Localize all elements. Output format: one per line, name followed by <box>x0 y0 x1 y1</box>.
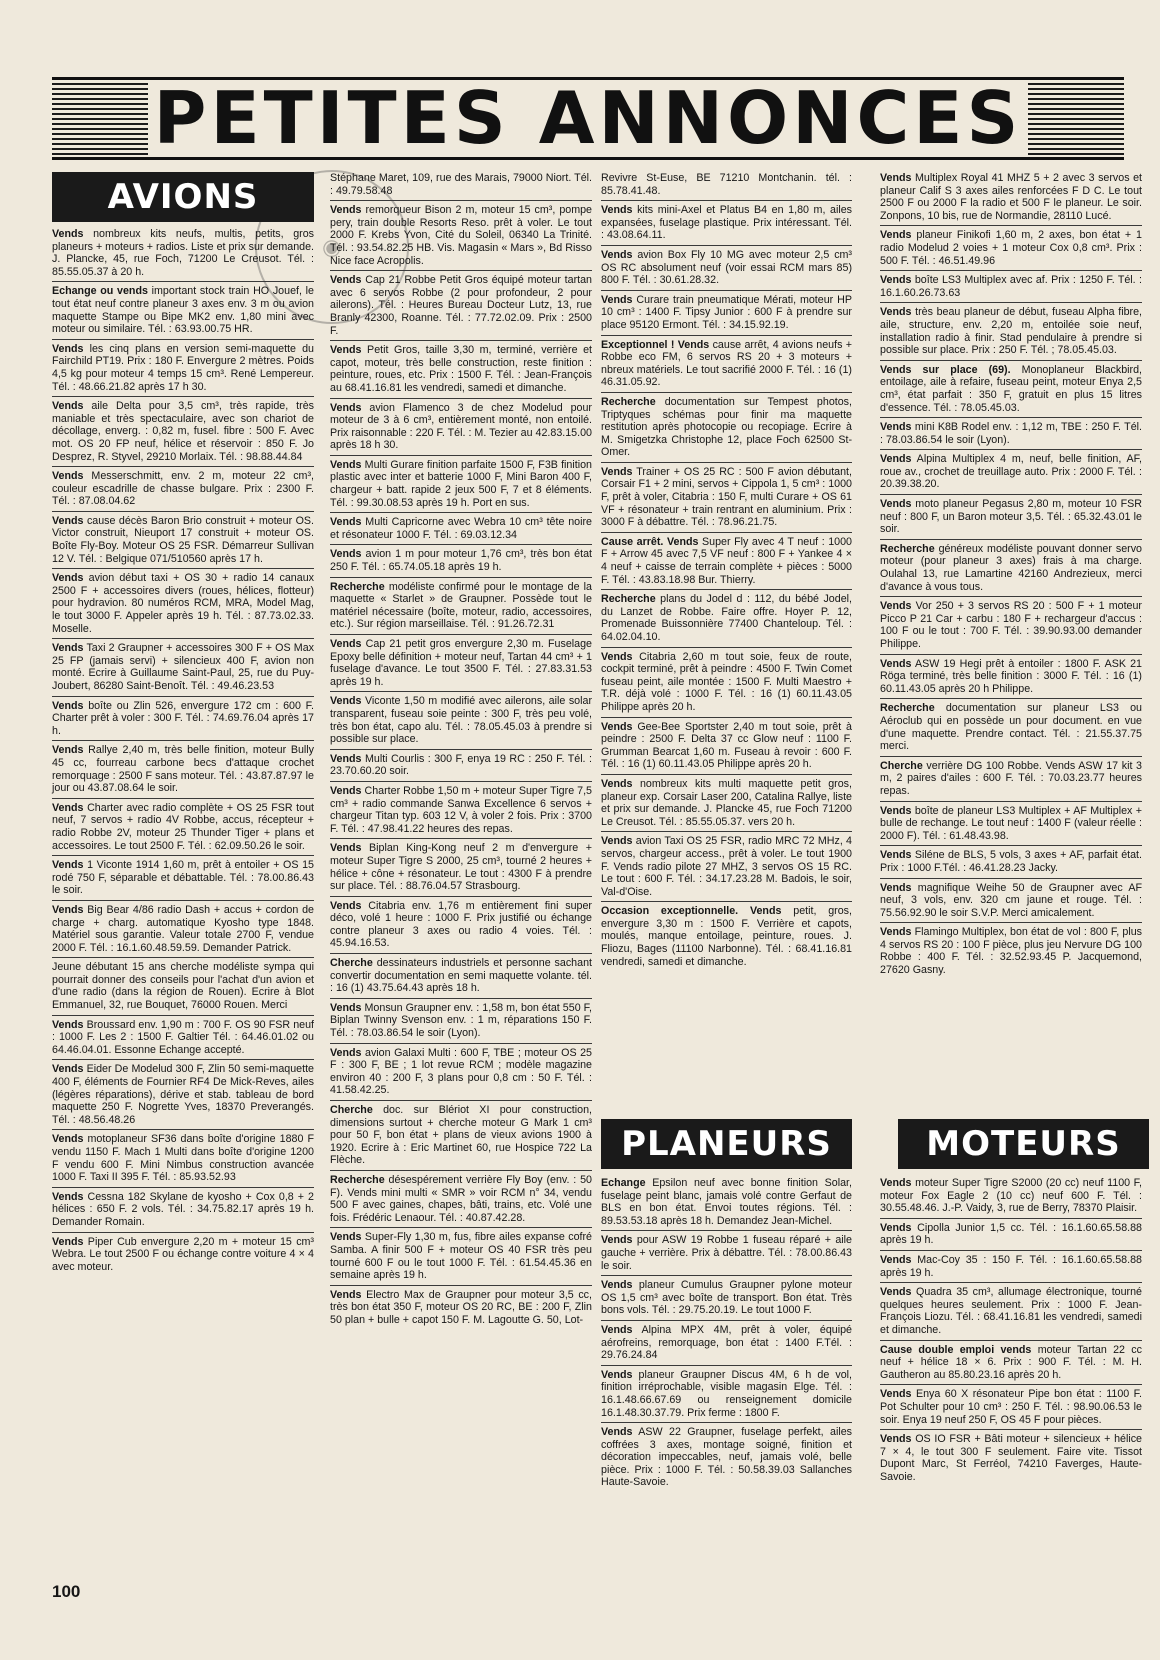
ad-lead: Vends <box>52 859 84 872</box>
ad-text: Super-Fly 1,30 m, fus, fibre ailes expanse cofré Samba. A finir 500 F + moteur OS 40 FSR très peu tourné 600 F ou le tout 1000 F. Tél. : 61.54.45.36 en semaine après 19 h. <box>330 1231 592 1282</box>
ad-text: aile Delta pour 3,5 cm³, très rapide, très maniable et très spectaculaire, avec son chariot de décollage, enverg. : 0,82 m, fusel. fibre : 500 F. Avec mot. OS 20 FP neuf, hélice et réservoir : 850 F. Jo Desprez, R. Styvel, 29210 Morlaix. Tél. : 98.88.44.84 <box>52 400 314 463</box>
ad-text: Charter Robbe 1,50 m + moteur Super Tigre 7,5 cm³ + radio commande Sanwa Excellence 6 servos + chargeur Titan typ. 603 12 V, à voler 2 fois. Prix : 3700 F. Tél. : 47.98.41.22 heures des repas. <box>330 784 592 835</box>
ad-lead: Vends <box>330 842 362 855</box>
ad-text: Super Fly avec 4 T neuf : 1000 F + Arrow 45 avec 7,5 VF neuf : 800 F + Yankee 4 × 4 neuf + caisse de terrain complète + pièces : 5000 F. Tél. : 43.83.18.98 Bur. Thierry. <box>601 535 853 586</box>
ad-text: nombreux kits multi maquette petit gros, planeur exp. Corsair Laser 200, Catalina Rallye, liste et prix sur demande. J. Plancke 45, rue Foch 71200 Le Creusot. Tél. : 85.55.05.37. vers 20 h. <box>601 777 852 828</box>
classified-ad <box>52 400 314 467</box>
ad-lead: Vends <box>52 744 84 757</box>
classified-ad <box>601 536 852 590</box>
ad-text: motoplaneur SF36 dans boîte d'origine 1880 F vendu 1150 F. Mach 1 Multi dans boîte d'origine 1200 F vendu 600 F. Mini Nimbus construction avancée 1000 F. Taxi II 395 F. Tél. : 85.93.52.93 <box>52 1133 314 1184</box>
ad-text: Gee-Bee Sportster 2,40 m tout soie, prêt à peindre : 2500 F. Delta 37 cc Glow neuf : 1100 F. Grumman Bearcat 1,60 m. Fuseau à revoir : 600 F. Tél. : 16 (1) 60.11.43.05 Philippe après 20 h. <box>601 720 852 771</box>
classified-ad <box>601 466 852 533</box>
ad-list <box>880 172 1142 980</box>
ad-text: les cinq plans en version semi-maquette du Fairchild PT19. Prix : 180 F. Envergure 2 mètres. Poids 4,5 kg pour moteur 4 temps 15 cm³. René Lempereur. Tél. : 48.66.21.82 après 17 h 30. <box>52 342 314 393</box>
classified-ad <box>601 905 852 971</box>
ad-text: modéliste confirmé pour le montage de la maquette « Starlet » de Graupner. Possède tout le matériel nécessaire (boîte, moteur, radio, accessoires, etc.). Sur région marseillaise. Tél. : 91.26.72.31 <box>330 580 592 631</box>
ad-lead: Vends <box>601 1368 633 1381</box>
classified-ad <box>601 721 852 775</box>
ad-lead: Vends <box>880 498 912 511</box>
ad-text: 1 Viconte 1914 1,60 m, prêt à entoiler + OS 15 rodé 750 F, séparable et débattable. Tél. : 78.00.86.43 le soir. <box>52 859 314 897</box>
classified-ad <box>880 1433 1142 1486</box>
ad-text: Messerschmitt, env. 2 m, moteur 22 cm³, couleur escadrille de chasse bulgare. Prix : 2300 F. Tél. : 87.08.04.62 <box>52 470 314 508</box>
ad-lead: Vends <box>880 849 912 862</box>
ad-lead: Vends <box>880 1221 912 1234</box>
classified-ad <box>880 498 1142 540</box>
ad-lead: Cherche <box>330 957 373 970</box>
ad-text: Multi Gurare finition parfaite 1500 F, F3B finition plastic avec inter et batterie 1000 F, Mini Baron 400 F, chargeur + batt. rapide 2 jeux 500 F, 7 et 8 éléments. Tél. : 99.30.08.53 après 19 h. Port en sus. <box>330 458 592 509</box>
classified-ad <box>330 1174 592 1228</box>
ad-text: Jeune débutant 15 ans cherche modéliste sympa qui pourrait donner des conseils pour l'achat d'un avion et d'une radio (dans la région de Rouen). Ecrire à Blot Emmanuel, 32, rue Bouquet, 76000 Rouen. Merci <box>52 961 314 1012</box>
classified-ad <box>52 343 314 397</box>
classified-ad <box>601 204 852 246</box>
ad-lead: Vends <box>330 899 362 912</box>
masthead-banner <box>52 77 1124 160</box>
ad-list <box>330 172 592 1330</box>
classified-ad <box>330 1047 592 1101</box>
ad-lead: Vends <box>52 400 84 413</box>
classified-ad <box>52 961 314 1015</box>
classified-ad <box>601 249 852 291</box>
column-avions-2 <box>330 172 592 1333</box>
ad-text: moteur Super Tigre S2000 (20 cc) neuf 1100 F, moteur Fox Eagle 2 (10 cc) neuf 600 F. Tél. : 30.55.48.46. J.-P. Vaidy, 3, rue de Berry, 78370 Plaisir. <box>880 1177 1142 1215</box>
ad-text: Trainer + OS 25 RC : 500 F avion débutant, Corsair F1 + 2 mini, servos + Cippola 1, 5 cm³ : 1000 F, prêt à voler, Citabria : 150 F, multi Curare + OS 61 VF + résonateur + train rentrant en aluminium. Prix : 3000 F à débattre. Tél. : 78.96.21.75. <box>601 465 852 529</box>
ad-text: dessinateurs industriels et personne sachant convertir documentation en semi maquette volante. tél. : 16 (1) 43.75.64.43 après 18 h. <box>330 957 592 995</box>
classified-ad <box>330 785 592 839</box>
ad-lead: Vends <box>52 801 84 814</box>
classified-ad <box>330 1104 592 1171</box>
ad-lead: Vends <box>880 172 912 184</box>
ad-lead: Vends <box>330 752 362 765</box>
ad-lead: Vends <box>52 514 84 527</box>
ad-lead: Vends <box>880 1286 912 1299</box>
ad-text: Petit Gros, taille 3,30 m, terminé, verrière et capot, moteur, très belle construction, reste finition : peinture, roues, etc. Prix : 1500 F. Tél. : Jean-François au 68.41.16.81 les vendredi, samedi et dimanche. <box>330 344 592 394</box>
ad-lead: Vends <box>52 1063 84 1076</box>
stamp-mark: ◉ <box>316 230 348 264</box>
classified-ad <box>880 274 1142 303</box>
classified-ad <box>601 593 852 647</box>
ad-text: avion Taxi OS 25 FSR, radio MRC 72 MHz, 4 servos, chargeur access., prêt à voler. Le tout 1900 F. Vends radio pilote 27 MHZ, 3 servos OS 15 RC. Le tout : 600 F. Tél. : 34.17.23.28 M. Badois, le soir, Val-d'Oise. <box>601 835 852 898</box>
classified-ad <box>880 1254 1142 1283</box>
ad-text: Piper Cub envergure 2,20 m + moteur 15 cm³ Webra. Le tout 2500 F ou échange contre voiture 4 × 4 avec moteur. <box>52 1235 314 1273</box>
ad-lead: Vends <box>330 638 362 650</box>
ad-lead: Vends <box>601 465 633 478</box>
ad-text: ASW 19 Hegi prêt à entoiler : 1800 F. ASK 21 Röga terminé, très belle finition : 3000 F. Tél. : 16 (1) 60.11.43.05 après 20 h Philippe. <box>880 657 1142 695</box>
ad-text: Cap 21 Robbe Petit Gros équipé moteur tartan avec 6 servos Robbe (2 pour profondeur, 2 pour ailerons). Tél. : Heures Bureau Docteur Lutz, 13, rue Branly 42300, Roanne. Tél. : 77.72.02.09. Prix : 2500 F. <box>330 274 592 337</box>
classified-ad <box>601 1324 852 1366</box>
classified-ad <box>52 802 314 856</box>
classified-ad <box>880 306 1142 360</box>
ad-lead: Echange ou vends <box>52 285 148 298</box>
ad-text: boîte de planeur LS3 Multiplex + AF Multiplex + bulle de rechange. Le tout neuf : 1400 F (valeur réelle : 2000 F). Tél. : 61.48.43.98. <box>880 804 1142 842</box>
ad-text: kits mini-Axel et Platus B4 en 1,80 m, ailes expansées, fuselage plastique. Prix intéressant. Tél. : 43.08.64.11. <box>601 204 852 242</box>
classified-ad <box>52 1019 314 1061</box>
classified-ad <box>601 835 852 902</box>
ad-lead: Vends <box>601 1234 633 1247</box>
ad-text: Electro Max de Graupner pour moteur 3,5 cc, très bon état 350 F, moteur OS 20 RC, BE : 200 F, Zlin 50 plan + bulle + capot 150 F. M. Lagoutte G. 50, Lot- <box>330 1288 592 1326</box>
ad-lead: Vends <box>601 1279 633 1292</box>
ad-text: Biplan King-Kong neuf 2 m d'envergure + moteur Super Tigre S 2000, 25 cm³, tourné 2 heures + hélice + cône + résonateur. Le tout : 4300 F à prendre sur place. Tél. : 88.76.04.57 Strasbourg. <box>330 842 592 893</box>
classified-ad <box>52 642 314 696</box>
ad-text: moteur Tartan 22 cc neuf + hélice 18 × 6. Prix : 900 F. Tél. : M. H. Gautheron au 85.80.23.16 après 20 h. <box>880 1343 1142 1381</box>
classified-ad <box>601 1279 852 1321</box>
classified-ad <box>52 904 314 958</box>
ad-lead: Vends <box>52 228 84 240</box>
ad-text: petit, gros, envergure 3,30 m : 1500 F. Verrière et capots, moulés, manque entoilage, peinture, roues. J. Fliozu, Bages (11100 Narbonne). Tél. : 68.41.16.81 vendredi, samedi et dimanche. <box>601 905 852 968</box>
ad-lead: Vends <box>52 1133 84 1146</box>
ad-text: Cessna 182 Skylane de kyosho + Cox 0,8 + 2 hélices : 650 F. 2 vols. Tél. : 34.75.82.17 après 19 h. Demander Romain. <box>52 1190 314 1228</box>
ad-text: Citabria env. 1,76 m entièrement fini super déco, volé 1 heure : 1000 F. Prix justifié ou échange contre planeur 3 axes ou radio 4 voies. Tél. : 45.94.16.53. <box>330 899 592 950</box>
ad-lead: Vends <box>601 720 633 733</box>
ad-lead: Vends <box>52 470 84 483</box>
ad-lead: Vends <box>330 695 362 708</box>
ad-lead: Vends <box>330 204 362 217</box>
ad-lead: Vends <box>330 516 362 529</box>
classified-ad <box>330 957 592 999</box>
classified-ad <box>330 695 592 749</box>
ad-lead: Vends <box>601 1426 633 1439</box>
ad-text: Mac-Coy 35 : 150 F. Tél. : 16.1.60.65.58.88 après 19 h. <box>880 1253 1142 1279</box>
ad-text: remorqueur Bison 2 m, moteur 15 cm³, pompe pery, train double Resorts Reso. prêt à voler. Le tout 2000 F. Krebs Yvon, Cité du Soleil, 06340 La Trinité. Tél. : 93.54.82.25 HB. Vis. Magasin « Mars », Bd Risso Nice face Acropolis. <box>330 204 592 267</box>
ad-lead: Cause double emploi vends <box>880 1343 1032 1356</box>
ad-text: Multiplex Royal 41 MHZ 5 + 2 avec 3 servos et planeur Calif S 3 axes ailes renforcées F D C. Le tout 2500 F ou 2000 F la radio et 500 F le planeur. Le soir. Zonpons, 10 bis, rue de Normandie, 28110 Lucé. <box>880 172 1142 222</box>
ad-text: désespérement verrière Fly Boy (env. : 50 F). Vends mini multi « SMR » voir RCM n° 34, vendu 500 F avec gaines, chapes, bâti, trains, etc. Volé une fois. Frédéric Lenaour. Tél. : 40.87.42.28. <box>330 1173 592 1224</box>
ad-text: documentation sur Tempest photos, Triptyques schémas pour finir ma maquette restitution après photocopie ou recopiage. Ecrire à M. Smigetzka Christophe 12, place Foch 62500 St-Omer. <box>601 395 852 459</box>
ad-lead: Vends <box>601 293 633 306</box>
classified-ad <box>601 339 852 393</box>
ad-text: Charter avec radio complète + OS 25 FSR tout neuf, 7 servos + radio 4V Robbe, accus, récepteur + radio Robbe 2V, moteur 25 Thunder Tiger + plans et accessoires. Le tout 2500 F. Tél. : 62.09.50.26 le soir. <box>52 801 314 852</box>
ad-lead: Vends <box>52 699 84 712</box>
classified-ad <box>52 228 314 282</box>
ad-lead: Vends <box>330 401 362 414</box>
classified-ad <box>330 1231 592 1285</box>
classified-ad <box>330 459 592 513</box>
classified-ad <box>880 1286 1142 1340</box>
ad-text: planeur Finikofi 1,60 m, 2 axes, bon état + 1 radio Modelud 2 voies + 1 moteur Cox 0,8 cm³. Prix : 500 F. Tél. : 46.51.49.96 <box>880 229 1142 267</box>
classified-ad <box>880 229 1142 271</box>
ad-text: nombreux kits neufs, multis, petits, gros planeurs + moteurs + radios. Liste et prix sur demande. J. Plancke, 45, rue Foch, 71200 Le Creusot. Tél. : 85.55.05.37 à 20 h. <box>52 228 314 278</box>
ad-text: Cipolla Junior 1,5 cc. Tél. : 16.1.60.65.58.88 après 19 h. <box>880 1221 1142 1247</box>
classified-ad <box>880 658 1142 700</box>
ad-lead: Vends <box>52 342 84 355</box>
ad-lead: Vends <box>880 1177 912 1189</box>
ad-lead: Vends <box>880 421 912 434</box>
ad-lead: Vends <box>880 926 912 939</box>
ad-lead: Vends <box>330 784 362 797</box>
classified-ad <box>330 516 592 545</box>
ad-text: magnifique Weihe 50 de Graupner avec AF neuf, 3 vols, env. 320 cm jaune et rouge. Tél. : 75.56.92.90 le soir S.V.P. Merci amicalement. <box>880 881 1142 919</box>
classified-ad <box>330 1002 592 1044</box>
page-title: PETITES ANNONCES <box>148 80 1029 157</box>
ad-lead: Vends <box>880 274 912 287</box>
ad-text: avion Box Fly 10 MG avec moteur 2,5 cm³ OS RC absolument neuf (voir essai RCM mars 85) 800 F. Tél. : 30.61.28.32. <box>601 248 852 287</box>
ad-lead: Vends <box>880 600 912 613</box>
ad-text: Siléne de BLS, 5 vols, 3 axes + AF, parfait état. Prix : 1000 F.Tél. : 46.41.28.23 Jacky. <box>880 849 1142 874</box>
ad-list <box>52 228 314 1276</box>
ad-text: Eider De Modelud 300 F, Zlin 50 semi-maquette 400 F, éléments de Fournier RF4 De Mick-Reves, ailes (légères réparations), dérive et stab. tableau de bord maquette 250 F. Nogrette Yves, 18370 Preverangés. Tél. : 48.56.48.26 <box>52 1063 314 1126</box>
ad-text: Citabria 2,60 m tout soie, feux de route, cockpit terminé, prêt à peindre : 4500 F. Twin Comet fuseau peint, aile montée : 1500 F. Multi Maestro + T.R. déjà volé : 1000 F. Tél. : 16 (1) 60.11.43.05 Philippe après 20 h. <box>601 650 852 713</box>
ad-list <box>880 1177 1142 1486</box>
ad-lead: Vends <box>601 204 633 217</box>
ad-text: Taxi 2 Graupner + accessoires 300 F + OS Max 25 FP (jamais servi) + silencieux 400 F, avion non monté. Ecrire à Guillaume Saint-Paul, 25, rue du Puy-Joubert, 86280 Saint-Benoît. Tél. : 49.46.23.53 <box>52 642 314 692</box>
ad-lead: Occasion exceptionnelle. Vends <box>601 905 782 918</box>
classified-ad <box>601 1426 852 1492</box>
column-planeurs <box>880 172 1142 983</box>
classified-ad <box>330 344 592 398</box>
ad-lead: Recherche <box>330 580 385 593</box>
ad-text: très beau planeur de début, fuseau Alpha fibre, aile, structure, env. 2,20 m, entoilée soie neuf, installation radio à finir. Stad pendulaire à prendre si possible sur place. Prix : 250 F. Tél. ; 78.05.45.03. <box>880 306 1142 357</box>
ad-text: Epsilon neuf avec bonne finition Solar, fuselage peint blanc, jamais volé contre Gerfaut de BLS en bon état. Envoi toutes régions. Tél. : 89.53.53.18 après 18 h. Demandez Jean-Michel. <box>601 1177 852 1227</box>
column-planeurs-list <box>601 1177 852 1495</box>
ad-text: Alpina Multiplex 4 m, neuf, belle finition, AF, roue av., crochet de treuillage auto. Prix : 2000 F. Tél. : 20.39.38.20. <box>880 453 1142 491</box>
ad-lead: Vends <box>601 835 633 848</box>
ad-text: Monoplaneur Blackbird, entoilage, aile à refaire, fuseau peint, moteur Enya 2,5 cm³, état parfait : 350 F, gratuit en plus 15 litres d'essence. Tél. : 78.05.45.03. <box>880 363 1142 414</box>
ad-lead: Vends <box>52 903 84 916</box>
ad-lead: Vends <box>52 1190 84 1203</box>
ad-text: Revivre St-Euse, BE 71210 Montchanin. tél. : 85.78.41.48. <box>601 172 852 197</box>
classified-ad <box>330 900 592 954</box>
ad-text: Curare train pneumatique Mérati, moteur HP 10 cm³ : 1400 F. Tipsy Junior : 600 F à prendre sur place 95120 Ermont. Tél. : 34.15.92.19. <box>601 293 852 331</box>
classified-ad <box>330 1289 592 1330</box>
ad-text: boîte ou Zlin 526, envergure 172 cm : 600 F. Charter prêt à voler : 300 F. Tél. : 74.69.76.04 après 17 h. <box>52 699 314 737</box>
ad-text: planeur Graupner Discus 4M, 6 h de vol, finition irréprochable, visible magasin Elge. Tél. : 16.1.48.66.67.69 ou renseignement domicile 16.1.48.30.37.79. Prix ferme : 1800 F. <box>601 1368 852 1419</box>
classified-ad <box>880 364 1142 418</box>
ad-lead: Exceptionnel ! Vends <box>601 338 710 351</box>
ad-text: boîte LS3 Multiplex avec af. Prix : 1250 F. Tél. : 16.1.60.26.73.63 <box>880 274 1142 299</box>
classified-ad <box>330 172 592 201</box>
ad-lead: Vends <box>330 274 362 287</box>
classified-ad <box>880 760 1142 802</box>
classified-ad <box>52 859 314 901</box>
ad-text: Multi Courlis : 300 F, enya 19 RC : 250 F. Tél. : 23.70.60.20 soir. <box>330 752 592 778</box>
classified-ad <box>52 1133 314 1187</box>
classified-ad <box>601 1234 852 1276</box>
classified-ad <box>880 421 1142 450</box>
classified-ad <box>880 882 1142 924</box>
ad-text: Broussard env. 1,90 m : 700 F. OS 90 FSR neuf : 1000 F. Les 2 : 1500 F. Galtier Tél. : 64.46.01.02 ou 64.46.04.01. Essonne Echange accepté. <box>52 1018 314 1056</box>
classified-ad <box>880 453 1142 495</box>
ad-lead: Vends <box>601 777 633 790</box>
ad-text: avion Flamenco 3 de chez Modelud pour moteur de 3 à 6 cm³, entièrement monté, non entoilé. Prix raisonnable : 220 F. Tél. : M. Tezier au 42.83.15.00 après 18 h 30. <box>330 401 592 452</box>
classified-ad <box>52 470 314 512</box>
classified-ad <box>330 204 592 271</box>
ad-text: Quadra 35 cm³, allumage électronique, tourné quelques heures seulement. Prix : 1000 F. Jean-François Liozu. Tél. : 68.41.16.81 les vendredi, samedi et dimanche. <box>880 1286 1142 1336</box>
classified-ad <box>52 1191 314 1233</box>
ad-text: Rallye 2,40 m, très belle finition, moteur Bully 45 cc, fourreau carbone becs d'attaque crochet remorquage : 2500 F sans moteur. Tél. : 43.87.87.97 le jour ou 43.87.08.64 le soir. <box>52 744 314 795</box>
ad-lead: Vends <box>880 804 912 817</box>
classified-ad <box>52 1236 314 1277</box>
ad-lead: Recherche <box>880 702 935 715</box>
column-avions-1 <box>52 172 314 1279</box>
ad-text: pour ASW 19 Robbe 1 fuseau réparé + aile gauche + verrière. Prix à débattre. Tél. : 78.00.86.43 le soir. <box>601 1234 852 1272</box>
classified-ad <box>880 1177 1142 1219</box>
ad-lead: Vends <box>52 642 84 655</box>
ad-text: avion Galaxi Multi : 600 F, TBE ; moteur OS 25 F : 300 F, BE ; 1 lot revue RCM ; modèle magazine environ 40 : 200 F, 3 plans pour 0,8 cm : 50 F. Tél. : 41.58.42.25. <box>330 1046 592 1097</box>
ad-text: ASW 22 Graupner, fuselage perfekt, ailes coffrées 3 axes, montage soigné, finition et décoration impeccables, neuf, jamais volé, belle pièce. Prix : 1000 F. Tél. : 50.58.39.03 Sallanches Haute-Savoie. <box>601 1426 852 1489</box>
ad-lead: Echange <box>601 1177 646 1189</box>
ad-lead: Vends <box>880 881 912 894</box>
ad-text: moto planeur Pegasus 2,80 m, moteur 10 FSR neuf : 800 F, un Baron moteur 3,5. Tél. : 65.32.43.01 le soir. <box>880 498 1142 536</box>
ad-text: Multi Capricorne avec Webra 10 cm³ tête noire et résonateur 1000 F. Tél. : 69.03.12.34 <box>330 516 592 541</box>
ad-lead: Vends <box>880 1433 912 1446</box>
classified-ad <box>880 702 1142 756</box>
ad-lead: Vends <box>601 1323 633 1336</box>
ad-lead: Vends <box>330 458 362 471</box>
ad-lead: Vends <box>52 1018 84 1031</box>
ad-list <box>601 1177 852 1492</box>
classified-ad <box>52 1063 314 1130</box>
section-header-planeurs: PLANEURS <box>601 1119 852 1169</box>
ad-lead: Vends <box>330 1288 362 1301</box>
classified-ad <box>330 548 592 577</box>
ad-lead: Vends <box>330 548 362 561</box>
column-moteurs-list <box>880 1177 1142 1489</box>
ad-lead: Vends <box>601 248 633 261</box>
classified-ad <box>601 172 852 201</box>
classified-ad <box>330 274 592 341</box>
ad-text: avion début taxi + OS 30 + radio 14 canaux 2500 F + accessoires divers (roues, hélices, flotteur) pour hydravion. 80 numéros RCM, MRA, Model Mag, le tout 3000 F. Appeler après 19 h. Tél. : 87.73.02.33. Moselle. <box>52 572 314 635</box>
ad-text: mini K8B Rodel env. : 1,12 m, TBE : 250 F. Tél. : 78.03.86.54 le soir (Lyon). <box>880 421 1142 446</box>
classified-ad <box>880 849 1142 878</box>
ad-text: avion 1 m pour moteur 1,76 cm³, très bon état 250 F. Tél. : 65.74.05.18 après 19 h. <box>330 548 592 574</box>
classified-ad <box>601 1369 852 1423</box>
ad-text: plans du Jodel d : 112, du bébé Jodel, du Lanzet de Robbe. Faire offre. Hoyer P. 12, Promenade Buissonnière 77400 Chanteloup. Tél. : 64.02.04.10. <box>601 593 852 643</box>
classified-ad <box>880 1344 1142 1386</box>
ad-lead: Cause arrêt. Vends <box>601 535 699 548</box>
ad-text: doc. sur Blériot XI pour construction, dimensions surtout + cherche moteur G Mark 1 cm³ pour 50 F, bon état + plans de vieux avions 1900 à 1920. Ecrire à : Eric Martinet 60, rue Hospice 722 La Flèche. <box>330 1104 592 1167</box>
ad-lead: Recherche <box>601 593 656 606</box>
ad-text: planeur Cumulus Graupner pylone moteur OS 1,5 cm³ avec boîte de transport. Bon état. Très bons vols. Tél. : 29.75.20.19. Le tout 1000 F. <box>601 1279 852 1317</box>
ad-text: Alpina MPX 4M, prêt à voler, équipé aérofreins, remorquage, bon état : 1400 F.Tél. : 29.76.24.84 <box>601 1323 852 1362</box>
classified-ad <box>330 581 592 635</box>
ad-text: Monsun Graupner env. : 1,58 m, bon état 550 F, Biplan Twinny Svenson env. : 1 m, réparations 150 F. Tél. : 78.03.86.54 le soir (Lyon). <box>330 1001 592 1040</box>
column-avions-3 <box>601 172 852 974</box>
classified-ad <box>52 700 314 742</box>
classified-ad <box>880 805 1142 847</box>
ad-text: OS IO FSR + Bâti moteur + silencieux + hélice 7 × 4, le tout 300 F seulement. Faire vite. Tissot Dupont Marc, St Ferréol, 74210 Faverges, Haute-Savoie. <box>880 1433 1142 1483</box>
classified-ad <box>880 543 1142 597</box>
ad-lead: Vends <box>52 572 84 585</box>
ad-list <box>601 172 852 971</box>
classified-ad <box>330 842 592 896</box>
classified-ad <box>880 600 1142 654</box>
classified-ad <box>52 515 314 569</box>
ad-text: cause décès Baron Brio construit + moteur OS. Victor construit, Nieuport 17 construit + moteur OS. Boîte Fly-Boy. Moteur OS 25 FSR. Démarreur Sullivan 12 V. Tél. : Belgique 071/510560 après 17 h. <box>52 514 314 565</box>
classified-ad <box>601 1177 852 1231</box>
ad-lead: Cherche <box>880 759 923 772</box>
ad-lead: Vends <box>880 1388 912 1401</box>
ad-lead: Cherche <box>330 1104 373 1116</box>
ad-lead: Recherche <box>601 395 656 408</box>
ad-lead: Vends <box>880 1253 912 1266</box>
classified-ad <box>880 1222 1142 1251</box>
classified-ad <box>52 285 314 339</box>
classified-ad <box>880 172 1142 226</box>
ad-lead: Vends <box>601 650 633 663</box>
classified-ad <box>880 1388 1142 1430</box>
classified-ad <box>601 294 852 336</box>
ad-lead: Vends <box>880 306 912 319</box>
ad-text: Vor 250 + 3 servos RS 20 : 500 F + 1 moteur Picco P 21 Car + carbu : 180 F + rechargeur d'accus : 100 F ou le tout : 700 F. Tél. : 39.90.93.00 demander Philippe. <box>880 600 1142 650</box>
ad-text: verrière DG 100 Robbe. Vends ASW 17 kit 3 m, 2 paires d'ailes : 600 F. Tél. : 70.03.23.77 heures repas. <box>880 759 1142 797</box>
classified-ad <box>52 572 314 639</box>
classified-ad <box>880 926 1142 979</box>
ad-text: Enya 60 X résonateur Pipe bon état : 1100 F. Pot Schulter pour 10 cm³ : 250 F. Tél. : 98.90.06.53 le soir. Enya 19 neuf 250 F, OS 45 F pour pièces. <box>880 1388 1142 1426</box>
ad-text: documentation sur planeur LS3 ou Aéroclub qui en possède un pour document. en vue d'une maquette. Prendre contact. Tél. : 21.55.37.75 merci. <box>880 702 1142 753</box>
ad-text: Cap 21 petit gros envergure 2,30 m. Fuselage Epoxy belle définition + moteur neuf, Tartan 44 cm³ + 1 fuselage d'avance. Le tout 3500 F. Tél. : 27.83.31.53 après 19 h. <box>330 638 592 688</box>
ad-lead: Vends sur place (69). <box>880 363 1011 376</box>
page-number: 100 <box>52 1582 81 1601</box>
ad-text: Big Bear 4/86 radio Dash + accus + cordon de charge + charg. automatique Kyosho type 1848. Matériel sous garantie. Valeur totale 2700 F, vendue 2000 F. Tél. : 16.1.60.48.59.59. Demander Patrick. <box>52 903 314 954</box>
classified-ad <box>601 396 852 463</box>
ad-text: important stock train HO Jouef, le tout état neuf contre planeur 3 axes env. 3 m ou avion maquette Stampe ou Bipe MK2 env. 1,80 mini avec moteur ou similaire. Tél. : 63.93.00.75 HR. <box>52 285 314 336</box>
classified-ad <box>601 778 852 832</box>
ad-lead: Recherche <box>880 542 935 555</box>
section-header-moteurs: MOTEURS <box>898 1119 1149 1169</box>
ad-lead: Vends <box>330 1046 362 1059</box>
classified-ad <box>330 753 592 782</box>
classified-ad <box>330 402 592 456</box>
ad-lead: Vends <box>880 453 912 466</box>
ad-text: généreux modéliste pouvant donner servo moteur (pour planeur 3 axes) frais à ma charge. Oulahal 13, rue Lamartine 42160 Andrezieux, merci d'avance à vous tous. <box>880 542 1142 593</box>
ad-lead: Vends <box>330 1001 362 1014</box>
ad-lead: Vends <box>52 1235 84 1248</box>
ad-text: Stéphane Maret, 109, rue des Marais, 79000 Niort. Tél. : 49.79.58.48 <box>330 172 592 197</box>
classified-ad <box>330 638 592 692</box>
ad-lead: Vends <box>330 344 362 357</box>
ad-lead: Vends <box>880 657 912 670</box>
ad-lead: Vends <box>330 1231 362 1244</box>
classified-ad <box>601 651 852 718</box>
ad-text: cause arrêt, 4 avions neufs + Robbe eco FM, 6 servos RS 20 + 3 moteurs + nbreux matériels. Le tout sacrifié 2000 F. Tél. : 16 (1) 46.31.05.92. <box>601 338 852 389</box>
ad-lead: Vends <box>880 229 912 242</box>
ad-lead: Recherche <box>330 1173 385 1186</box>
ad-text: Viconte 1,50 m modifié avec ailerons, aile solar transparent, fuseau soie peinte : 300 F, très peu volé, très bon état, capo alu. Tél. : 78.05.45.03 à prendre si possible sur place. <box>330 695 592 746</box>
classified-ad <box>52 744 314 798</box>
section-header-avions: AVIONS <box>52 172 314 222</box>
ad-text: Flamingo Multiplex, bon état de vol : 800 F, plus 4 servos RS 20 : 100 F pièce, plus jeu Nervure DG 100 Robbe : 400 F. Tél. : 32.52.93.45 P. Jacquemond, 27620 Gasny. <box>880 926 1142 977</box>
